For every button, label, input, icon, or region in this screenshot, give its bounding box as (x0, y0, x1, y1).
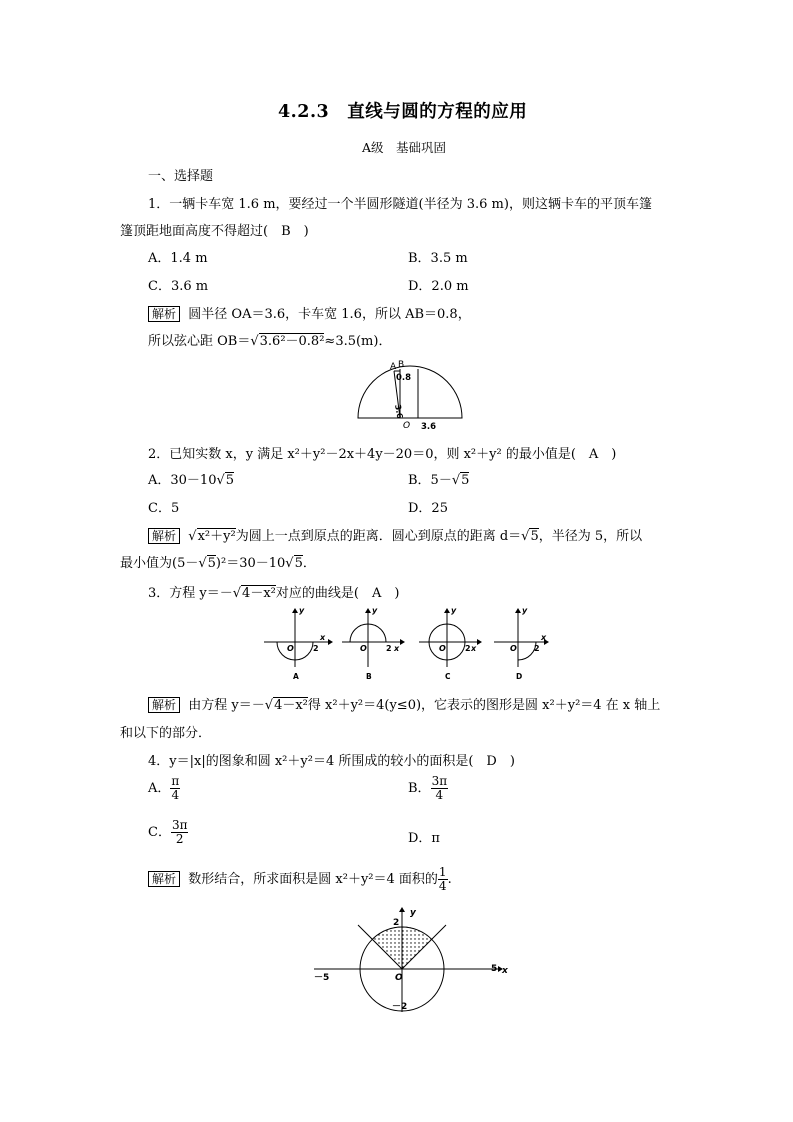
q3-stem-end: 对应的曲线是( A ) (275, 586, 400, 601)
q4-option-b-fraction (431, 775, 449, 802)
q1-analysis-text2c: ≈3.5(m)． (324, 334, 392, 349)
graph-d-label: D (516, 672, 523, 681)
q4-option-b (408, 775, 448, 802)
page-title: 4.2.3 直线与圆的方程的应用 (278, 102, 528, 122)
q4-analysis-text: 数形结合，所求面积是圆 x²＋y²＝4 面积的 (188, 872, 438, 888)
graph-c-y: y (451, 606, 457, 615)
graph-a-label: A (293, 672, 299, 681)
q3-analysis-line1: 解析 由方程 y＝－√4－x²得 x²＋y²＝4(y≤0)，它表示的图形是圆 x²＋y²＝4 在 x 轴上 (148, 694, 660, 713)
q3-graph-c (419, 606, 482, 681)
q4-analysis-num: 1 (438, 865, 447, 879)
q1-option-b: B．3.5 m (408, 251, 468, 266)
q2-analysis2-rad2: 5 (294, 556, 303, 571)
q2-analysis-end: ，半径为 5，所以 (538, 529, 643, 544)
q4-option-a-pre: A． (148, 781, 171, 797)
graph-b-x: x (394, 644, 400, 653)
q4-analysis (148, 866, 452, 893)
q4-b-num: 3π (431, 774, 448, 788)
q4-analysis-end: . (447, 872, 452, 888)
q1-stem-line2: 篷顶距地面高度不得超过( B ) (120, 224, 309, 239)
q1-option-d: D．2.0 m (408, 279, 469, 294)
graph-b-label: B (366, 672, 372, 681)
q4-option-c-pre: C． (148, 825, 171, 841)
q2-analysis-radicand2: 5 (530, 529, 539, 544)
q2-analysis2-pre: 最小值为(5－ (120, 556, 199, 571)
q3-stem-radicand: 4－x² (242, 586, 276, 601)
graph-d-y: y (522, 606, 528, 615)
q4-option-c-fraction (171, 819, 189, 846)
q1-analysis-line1 (148, 303, 471, 322)
graph-a-x: x (320, 633, 326, 642)
graph-d-2: 2 (534, 644, 540, 653)
fig1-label-b: B (398, 360, 405, 370)
graph-b-o: O (360, 644, 367, 653)
q2-option-a-text: A．30－10 (148, 473, 217, 488)
graph-c-x: x (471, 644, 477, 653)
q3-analysis-line2: 和以下的部分． (120, 726, 212, 741)
q2-analysis-radicand1: x²＋y² (197, 529, 236, 544)
analysis-tag: 解析 (148, 871, 180, 887)
fig1-label-36-base: 3.6 (421, 422, 437, 432)
q1-option-c: C．3.6 m (148, 279, 209, 294)
graph-b-2: 2 (386, 644, 392, 653)
q2-analysis2-end: ． (302, 556, 316, 571)
fig4-neg2: －2 (392, 1002, 408, 1012)
analysis-tag: 解析 (148, 306, 180, 322)
level-heading: A级 基础巩固 (362, 140, 447, 155)
q1-analysis-line2: 所以弦心距 OB＝√3.6²－0.8²≈3.5(m)． (148, 334, 392, 349)
q4-c-num: 3π (171, 818, 188, 832)
fig4-o: O (395, 973, 403, 983)
q2-option-a-radicand: 5 (225, 473, 235, 488)
q3-graph-a (264, 606, 333, 681)
q4-option-a-fraction (170, 775, 180, 802)
q2-analysis-line2: 最小值为(5－√5)²＝30－10√5． (120, 556, 316, 571)
q4-a-den: 4 (171, 788, 180, 803)
q2-analysis-mid: 为圆上一点到原点的距离．圆心到原点的距离 d＝ (235, 529, 522, 544)
q4-option-a (148, 775, 180, 802)
q2-analysis2-mid: )²＝30－10 (215, 556, 286, 571)
graph-c-label: C (445, 672, 451, 681)
q4-option-c (148, 819, 188, 846)
q2-analysis-line1: 解析 √x²＋y²为圆上一点到原点的距离．圆心到原点的距离 d＝√5，半径为 5，所以 (148, 525, 642, 544)
q1-tunnel-figure (355, 360, 465, 432)
q3-curve-options-figure (262, 605, 552, 685)
q2-option-c: C．5 (148, 501, 180, 516)
q2-option-b-radicand: 5 (461, 473, 470, 488)
graph-a-o: O (287, 644, 294, 653)
graph-d-x: x (541, 633, 547, 642)
fig1-label-36-slant: 3.6 (393, 403, 405, 420)
q3-stem-pre: 3．方程 y＝－ (148, 586, 233, 601)
q4-b-den: 4 (435, 788, 444, 803)
q2-option-b-text: B．5－ (408, 473, 452, 488)
q1-analysis-text2a: 所以弦心距 OB＝ (148, 334, 251, 349)
q1-option-a: A．1.4 m (148, 251, 208, 266)
graph-d-o: O (510, 644, 517, 653)
q4-a-num: π (171, 774, 180, 788)
q4-analysis-den: 4 (438, 879, 447, 894)
q4-c-den: 2 (175, 832, 184, 847)
graph-b-y: y (372, 606, 378, 615)
fig4-2: 2 (393, 918, 400, 928)
q3-graph-b (342, 606, 405, 681)
q1-stem-line1: 1．一辆卡车宽 1.6 m，要经过一个半圆形隧道(半径为 3.6 m)，则这辆卡车的平顶车篷 (148, 197, 652, 212)
section-heading: 一、选择题 (148, 169, 214, 184)
q4-option-b-pre: B． (408, 781, 431, 797)
q2-analysis2-rad: 5 (207, 556, 216, 571)
q1-analysis-radicand: 3.6²－0.8² (259, 334, 325, 349)
fig1-label-a: A (390, 362, 397, 372)
q2-stem: 2．已知实数 x，y 满足 x²＋y²－2x＋4y－20＝0，则 x²＋y² 的最小值是( A ) (148, 447, 617, 462)
q3-stem: 3．方程 y＝－√4－x²对应的曲线是( A ) (148, 586, 400, 601)
q2-option-d: D．25 (408, 501, 448, 516)
q2-option-a: A．30－10√5 (148, 473, 235, 488)
fig4-y: y (410, 908, 416, 918)
q3-analysis-radicand: 4－x² (274, 698, 308, 713)
graph-c-2: 2 (465, 644, 471, 653)
q4-circle-figure (310, 902, 515, 1014)
graph-a-2: 2 (313, 644, 319, 653)
graph-c-o: O (439, 644, 446, 653)
q4-option-d: D．π (408, 831, 440, 846)
q1-analysis-text1: 圆半径 OA＝3.6，卡车宽 1.6，所以 AB＝0.8， (188, 307, 471, 322)
q4-analysis-fraction (438, 866, 448, 893)
fig1-label-o: O (403, 421, 411, 431)
fig4-neg5: －5 (314, 973, 330, 983)
q4-stem: 4．y＝|x|的图象和圆 x²＋y²＝4 所围成的较小的面积是( D ) (148, 754, 515, 769)
q2-option-b: B．5－√5 (408, 473, 470, 488)
q3-graph-d (494, 606, 549, 681)
q3-analysis-end: 得 x²＋y²＝4(y≤0)，它表示的图形是圆 x²＋y²＝4 在 x 轴上 (307, 698, 661, 713)
fig4-x: x (502, 966, 508, 976)
fig1-label-08: 0.8 (396, 373, 412, 383)
fig4-5: 5 (491, 964, 498, 974)
analysis-tag: 解析 (148, 697, 180, 713)
analysis-tag: 解析 (148, 528, 180, 544)
graph-a-y: y (299, 606, 305, 615)
q3-analysis-pre: 由方程 y＝－ (188, 698, 265, 713)
